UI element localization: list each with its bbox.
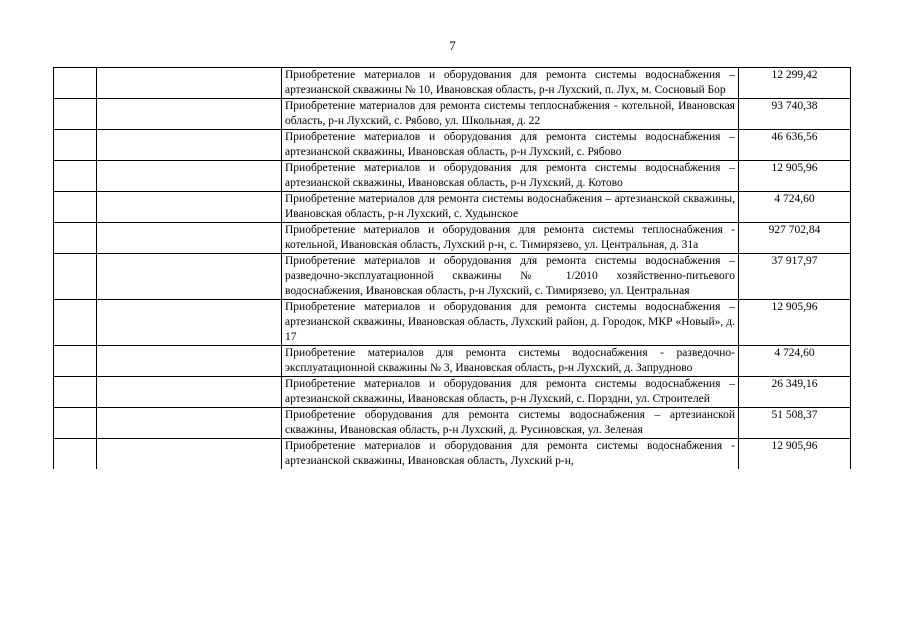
row-amount: 37 917,97 bbox=[738, 254, 850, 300]
row-index-cell bbox=[54, 408, 97, 439]
table-row bbox=[54, 439, 851, 470]
row-category-cell bbox=[97, 300, 282, 346]
row-index-cell bbox=[54, 300, 97, 346]
row-category-cell bbox=[97, 161, 282, 192]
row-category-cell bbox=[97, 223, 282, 254]
row-index-cell bbox=[54, 130, 97, 161]
row-amount: 4 724,60 bbox=[738, 346, 850, 377]
table-row bbox=[54, 99, 851, 130]
row-amount: 93 740,38 bbox=[738, 99, 850, 130]
row-amount: 51 508,37 bbox=[738, 408, 850, 439]
row-index-cell bbox=[54, 161, 97, 192]
row-description: Приобретение материалов и оборудования для ремонта системы водоснабжения – артезианской скважины, Ивановская область, Лухский район, д. Городок, МКР «Новый», д. 17 bbox=[281, 300, 738, 346]
row-category-cell bbox=[97, 254, 282, 300]
row-description: Приобретение материалов и оборудования для ремонта системы водоснабжения - артезианской скважины, Ивановская область, Лухский р-н, bbox=[281, 439, 738, 470]
row-amount: 12 299,42 bbox=[738, 68, 850, 99]
expenditure-table bbox=[53, 67, 851, 469]
page-number: 7 bbox=[449, 38, 456, 53]
table-row bbox=[54, 346, 851, 377]
row-description: Приобретение оборудования для ремонта системы водоснабжения – артезианской скважины, Ивановская область, р-н Лухский, д. Русиновская, ул. Зеленая bbox=[281, 408, 738, 439]
table-row bbox=[54, 161, 851, 192]
row-index-cell bbox=[54, 346, 97, 377]
row-index-cell bbox=[54, 223, 97, 254]
table-row bbox=[54, 223, 851, 254]
row-amount: 12 905,96 bbox=[738, 439, 850, 470]
row-description: Приобретение материалов для ремонта системы теплоснабжения - котельной, Ивановская область, р-н Лухский, с. Рябово, ул. Школьная, д. 22 bbox=[281, 99, 738, 130]
table-row bbox=[54, 192, 851, 223]
row-description: Приобретение материалов и оборудования для ремонта системы водоснабжения – артезианской скважины, Ивановская область, р-н Лухский, с. Рябово bbox=[281, 130, 738, 161]
row-amount: 12 905,96 bbox=[738, 300, 850, 346]
row-category-cell bbox=[97, 130, 282, 161]
row-amount: 46 636,56 bbox=[738, 130, 850, 161]
table-row bbox=[54, 68, 851, 99]
row-category-cell bbox=[97, 99, 282, 130]
row-amount: 26 349,16 bbox=[738, 377, 850, 408]
row-description: Приобретение материалов и оборудования для ремонта системы водоснабжения – артезианской скважины, Ивановская область, р-н Лухский, с. Порздни, ул. Строителей bbox=[281, 377, 738, 408]
row-category-cell bbox=[97, 346, 282, 377]
table-row bbox=[54, 377, 851, 408]
row-index-cell bbox=[54, 377, 97, 408]
table-body bbox=[54, 68, 851, 470]
row-amount: 12 905,96 bbox=[738, 161, 850, 192]
table-row bbox=[54, 300, 851, 346]
row-description: Приобретение материалов и оборудования для ремонта системы водоснабжения – разведочно-эксплуатационной скважины № 1/2010 хозяйственно-питьевого водоснабжения, Ивановская область, р-н Лухский, с. Тимирязево, ул. Центральная bbox=[281, 254, 738, 300]
table-row bbox=[54, 254, 851, 300]
table-row bbox=[54, 130, 851, 161]
row-index-cell bbox=[54, 99, 97, 130]
row-amount: 4 724,60 bbox=[738, 192, 850, 223]
row-category-cell bbox=[97, 377, 282, 408]
row-index-cell bbox=[54, 439, 97, 470]
row-category-cell bbox=[97, 68, 282, 99]
row-index-cell bbox=[54, 68, 97, 99]
row-description: Приобретение материалов для ремонта системы водоснабжения – артезианской скважины, Ивановская область, р-н Лухский, с. Худынское bbox=[281, 192, 738, 223]
row-amount: 927 702,84 bbox=[738, 223, 850, 254]
row-description: Приобретение материалов для ремонта системы водоснабжения - разведочно-эксплуатационной скважины № 3, Ивановская область, р-н Лухский, д. Запрудново bbox=[281, 346, 738, 377]
row-description: Приобретение материалов и оборудования для ремонта системы водоснабжения – артезианской скважины, Ивановская область, р-н Лухский, д. Котово bbox=[281, 161, 738, 192]
row-category-cell bbox=[97, 192, 282, 223]
row-category-cell bbox=[97, 408, 282, 439]
row-description: Приобретение материалов и оборудования для ремонта системы теплоснабжения - котельной, Ивановская область, Лухский р-н, с. Тимирязево, ул. Центральная, д. 31а bbox=[281, 223, 738, 254]
row-category-cell bbox=[97, 439, 282, 470]
row-description: Приобретение материалов и оборудования для ремонта системы водоснабжения – артезианской скважины № 10, Ивановская область, р-н Лухский, п. Лух, м. Сосновый Бор bbox=[281, 68, 738, 99]
row-index-cell bbox=[54, 192, 97, 223]
table-row bbox=[54, 408, 851, 439]
row-index-cell bbox=[54, 254, 97, 300]
